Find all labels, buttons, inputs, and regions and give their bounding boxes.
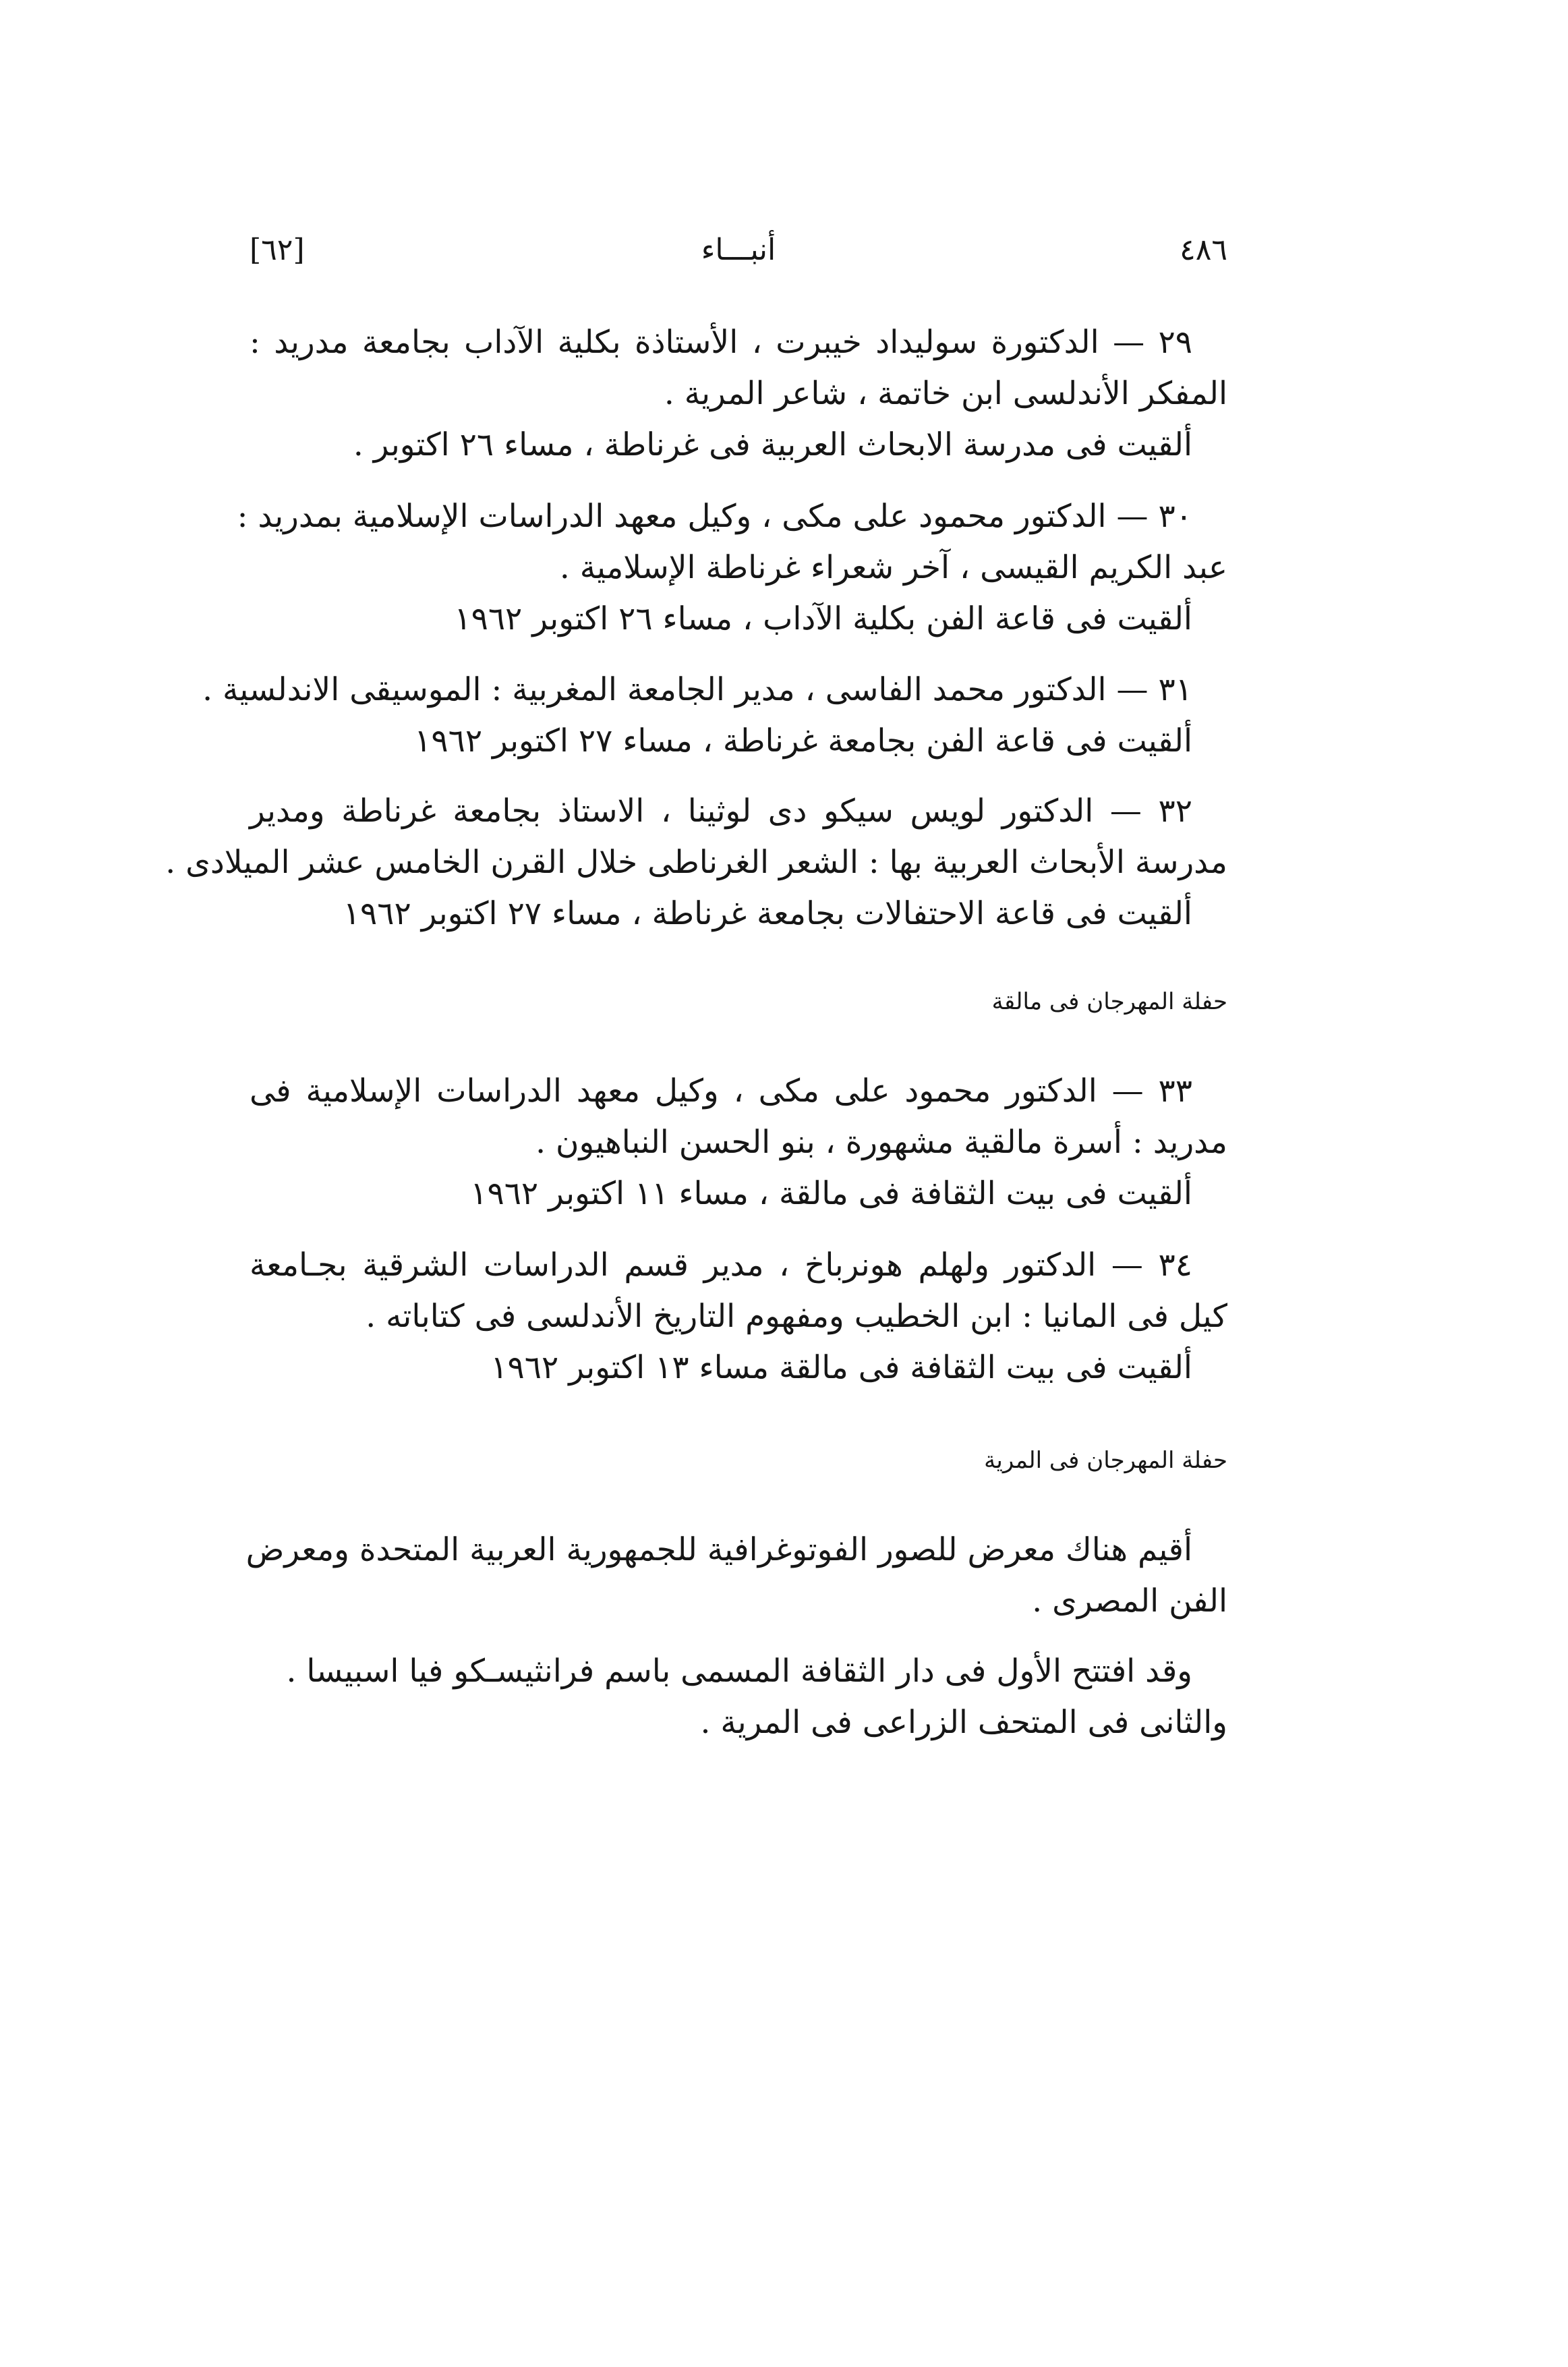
lecture-entry-29 (250, 317, 1227, 471)
entry-line: ألقيت فى بيت الثقافة فى مالقة مساء ١٣ اكتوبر ١٩٦٢ (490, 1349, 1192, 1386)
exhibition-paragraph (245, 1524, 1227, 1627)
page-number: ٤٨٦ (1180, 233, 1227, 267)
entry-line: كيل فى المانيا : ابن الخطيب ومفهوم التاريخ الأندلسى فى كتاباته . (366, 1298, 1227, 1335)
entry-line: مدريد : أسرة مالقية مشهورة ، بنو الحسن النباهيون . (535, 1124, 1227, 1161)
running-title: أنبـــاء (701, 233, 776, 267)
entry-line: ألقيت فى قاعة الفن بجامعة غرناطة ، مساء ٢٧ اكتوبر ١٩٦٢ (414, 722, 1192, 760)
entry-line: ٣٤ — الدكتور ولهلم هونرباخ ، مدير قسم الدراسات الشرقية بجـامعة (250, 1247, 1192, 1284)
paragraph-line: الفن المصرى . (1032, 1582, 1227, 1620)
lecture-entry-31 (202, 664, 1227, 767)
paragraph-line: وقد افتتح الأول فى دار الثقافة المسمى باسم فرانثيسـكو فيا اسبيسا . (286, 1653, 1192, 1690)
lecture-entry-33 (250, 1066, 1227, 1220)
entry-line: ٣١ — الدكتور محمد الفاسى ، مدير الجامعة المغربية : الموسيقى الاندلسية . (202, 671, 1192, 708)
entry-line: ٣٢ — الدكتور لويس سيكو دى لوثينا ، الاستاذ بجامعة غرناطة ومدير (250, 793, 1192, 830)
entry-line: ألقيت فى مدرسة الابحاث العربية فى غرناطة ، مساء ٢٦ اكتوبر . (353, 426, 1192, 463)
entry-line: ٣٣ — الدكتور محمود على مكى ، وكيل معهد الدراسات الإسلامية فى (250, 1073, 1192, 1110)
section-heading-almeria: حفلة المهرجان فى المرية (984, 1447, 1227, 1474)
running-header (250, 233, 1227, 287)
entry-line: ٢٩ — الدكتورة سوليداد خيبرت ، الأستاذة بكلية الآداب بجامعة مدريد : (250, 324, 1192, 361)
entry-line: ٣٠ — الدكتور محمود على مكى ، وكيل معهد الدراسات الإسلامية بمدريد : (237, 498, 1192, 535)
opening-paragraph (250, 1646, 1227, 1748)
entry-line: عبد الكريم القيسى ، آخر شعراء غرناطة الإسلامية . (559, 549, 1227, 586)
entry-line: ألقيت فى بيت الثقافة فى مالقة ، مساء ١١ اكتوبر ١٩٦٢ (470, 1175, 1192, 1212)
entry-line: المفكر الأندلسى ابن خاتمة ، شاعر المرية . (664, 375, 1227, 412)
entry-line: ألقيت فى قاعة الفن بكلية الآداب ، مساء ٢٦ اكتوبر ١٩٦٢ (454, 600, 1192, 637)
lecture-entry-34 (250, 1240, 1227, 1394)
paragraph-line: أقيم هناك معرض للصور الفوتوغرافية للجمهورية العربية المتحدة ومعرض (245, 1531, 1192, 1568)
lecture-entry-30 (237, 491, 1227, 645)
lecture-entry-32 (165, 786, 1227, 940)
entry-line: ألقيت فى قاعة الاحتفالات بجامعة غرناطة ، مساء ٢٧ اكتوبر ١٩٦٢ (343, 895, 1192, 932)
bracketed-page-number: [٦٢] (250, 233, 305, 267)
paragraph-line: والثانى فى المتحف الزراعى فى المرية . (700, 1704, 1227, 1741)
entry-line: مدرسة الأبحاث العربية بها : الشعر الغرناطى خلال القرن الخامس عشر الميلادى . (165, 844, 1227, 881)
section-heading-malaga: حفلة المهرجان فى مالقة (991, 988, 1227, 1015)
